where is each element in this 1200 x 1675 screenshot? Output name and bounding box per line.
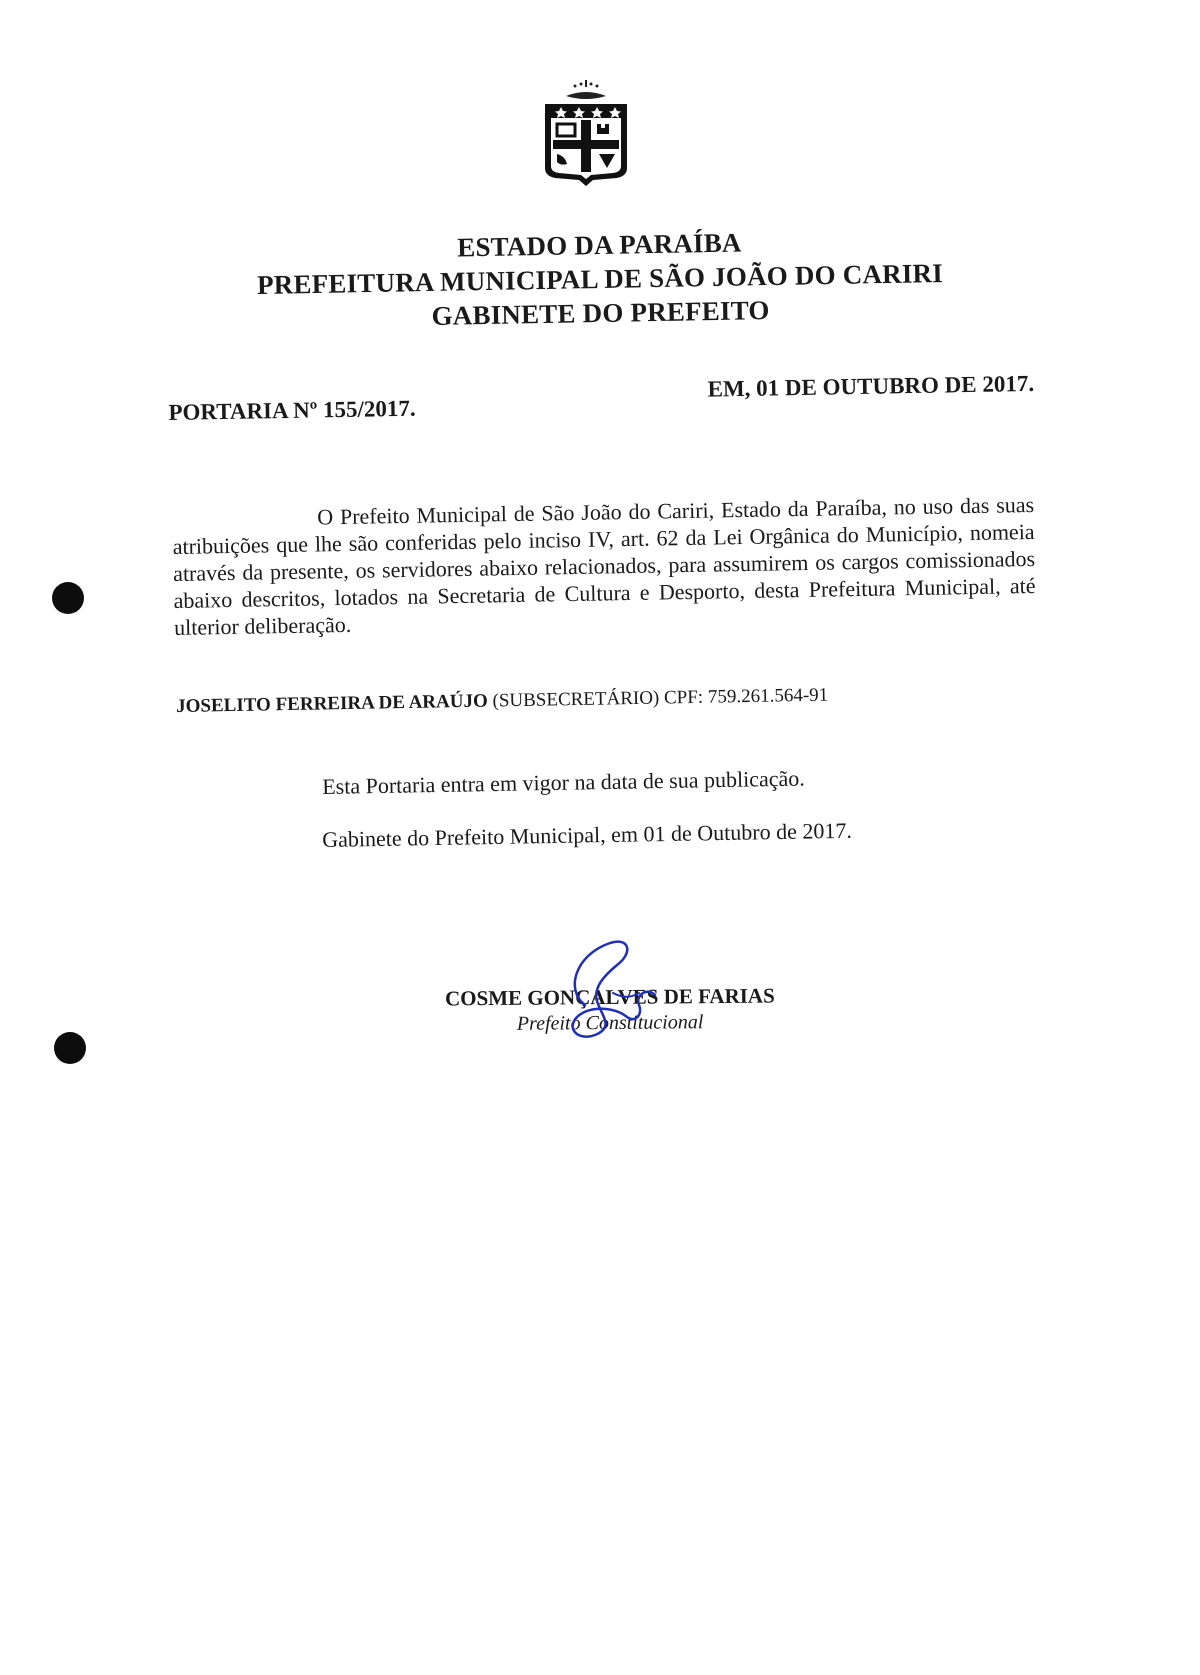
header-state: ESTADO DA PARAÍBA (456, 227, 742, 263)
coat-of-arms-icon (541, 80, 631, 192)
employee-name: JOSELITO FERREIRA DE ARAÚJO (176, 690, 488, 717)
signer-role: Prefeito Constitucional (516, 1011, 704, 1035)
header-office: GABINETE DO PREFEITO (431, 295, 770, 331)
document-header (199, 221, 1001, 337)
document-meta (168, 371, 1035, 426)
closing-effective: Esta Portaria entra em vigor na data de sua publicação. (322, 765, 805, 799)
portaria-number: PORTARIA Nº 155/2017. (168, 395, 416, 425)
closing-place-date: Gabinete do Prefeito Municipal, em 01 de Outubro de 2017. (322, 817, 853, 852)
header-municipality: PREFEITURA MUNICIPAL DE SÃO JOÃO DO CARIRI (256, 258, 944, 300)
punch-hole (52, 582, 84, 614)
body-paragraph: O Prefeito Municipal de São João do Cariri, Estado da Paraíba, no uso das suas atribuições que lhe são conferidas pelo inciso IV, art. 62 da Lei Orgânica do Município, nomeia através da presente, os servidores abaixo relacionados, para assumirem os cargos comissionados abaixo descritos, lotados na Secretaria de Cultura e Desporto, desta Prefeitura Municipal, até ulterior deliberação. (172, 491, 1036, 640)
employee-details: (SUBSECRETÁRIO) CPF: 759.261.564-91 (492, 684, 829, 712)
punch-hole (54, 1032, 86, 1064)
handwritten-signature-icon (555, 935, 665, 1045)
portaria-date: EM, 01 DE OUTUBRO DE 2017. (707, 370, 1035, 402)
employee-line (176, 685, 828, 718)
signer-name: COSME GONÇALVES DE FARIAS (444, 983, 775, 1011)
